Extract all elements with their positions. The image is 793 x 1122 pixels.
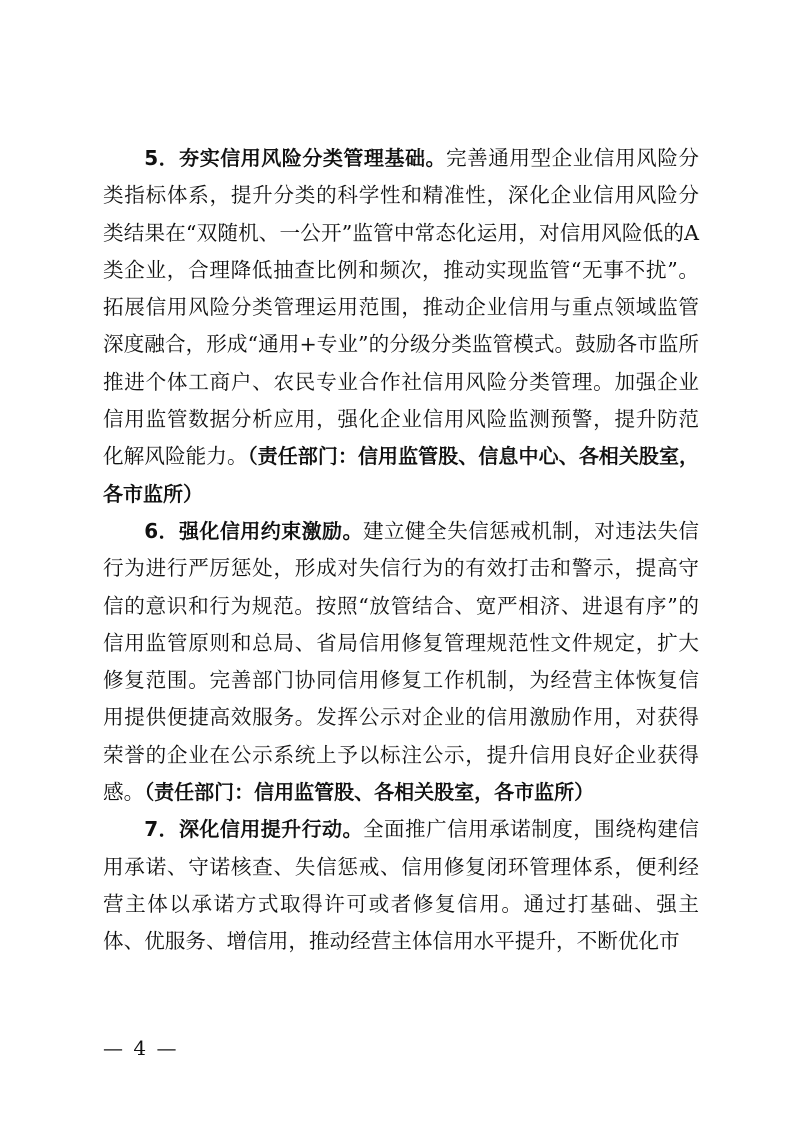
paragraph-7 [103, 811, 699, 960]
paragraph-text: 完善通用型企业信用风险分类指标体系，提升分类的科学性和精准性，深化企业信用风险分类结果在“双随机、一公开”监管中常态化运用，对信用风险低的A类企业，合理降低抽查比例和频次，推动实现监管“无事不扰”。拓展信用风险分类管理运用范围，推动企业信用与重点领域监管深度融合，形成“通用+专业”的分级分类监管模式。鼓励各市监所推进个体工商户、农民专业合作社信用风险分类管理。加强企业信用监管数据分析应用，强化企业信用风险监测预警，提升防范化解风险能力。 [103, 146, 699, 469]
paragraph-title: 7．深化信用提升行动。 [144, 817, 363, 842]
paragraph-text: 建立健全失信惩戒机制，对违法失信行为进行严厉惩处，形成对失信行为的有效打击和警示，提高守信的意识和行为规范。按照“放管结合、宽严相济、进退有序”的信用监管原则和总局、省局信用修复管理规范性文件规定，扩大修复范围。完善部门协同信用修复工作机制，为经营主体恢复信用提供便捷高效服务。发挥公示对企业的信用激励作用，对获得荣誉的企业在公示系统上予以标注公示，提升信用良好企业获得感。 [103, 518, 700, 805]
page-number: — 4 — [103, 1036, 179, 1060]
paragraph-5 [103, 140, 699, 513]
responsibility-note: （责任部门：信用监管股、信息中心、各相关股室，各市监所） [103, 444, 700, 506]
responsibility-note: （责任部门：信用监管股、各相关股室，各市监所） [144, 780, 595, 805]
paragraph-title: 5．夯实信用风险分类管理基础。 [144, 146, 447, 170]
paragraph-title: 6．强化信用约束激励。 [144, 518, 363, 543]
paragraph-text: 全面推广信用承诺制度，围绕构建信用承诺、守诺核查、失信惩戒、信用修复闭环管理体系，便利经营主体以承诺方式取得许可或者修复信用。通过打基础、强主体、优服务、增信用，推动经营主体信用水平提升，不断优化市 [103, 817, 700, 954]
document-body [103, 140, 699, 961]
paragraph-6 [103, 513, 699, 811]
